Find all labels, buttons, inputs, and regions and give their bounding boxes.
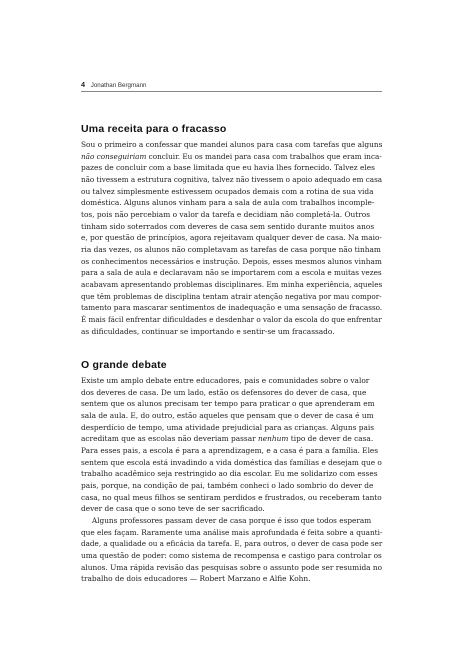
page-number: 4 [81,80,85,89]
text-line: não conseguiriam concluir. Eu os mandei para casa com trabalhos que eram inca- [81,151,382,161]
text-line: não tivessem a estrutura cognitiva, talvez não tivessem o apoio adequado em casa [81,174,383,184]
text-line: pazes de concluir com a base limitada que eu havia lhes fornecido. Talvez eles [81,163,375,173]
text-line: uma questão de poder: como sistema de recompensa e castigo para controlar os [81,550,382,560]
section-2-paragraph-1 [81,375,382,515]
text-line: sentem que os alunos precisam ter tempo para praticar o que aprenderam em [81,399,375,409]
section-heading-1: Uma receita para o fracasso [81,123,227,135]
text-line: Para esses pais, a escola é para a aprendizagem, e a casa é para a família. Eles [81,445,379,455]
text-line: ria das vezes, os alunos não completavam as tarefas de casa porque não tinham [81,244,381,254]
emphasis-text: não conseguiriam [81,151,147,161]
text-line: desperdício de tempo, uma atividade prejudicial para as crianças. Alguns pais [81,422,375,432]
text-line: trabalho de dois educadores — Robert Marzano e Alfie Kohn. [81,574,311,584]
header-rule [81,91,382,92]
text-line: dos deveres de casa. De um lado, estão os defensores do dever de casa, que [81,387,367,397]
section-2-paragraph-2 [81,515,382,585]
text-line: que têm problemas de disciplina tentam atrair atenção negativa por mau compor- [81,291,382,301]
text-line: casa, no qual meus filhos se sentiram perdidos e frustrados, ou receberam tanto [81,492,382,502]
text-line: que eles façam. Raramente uma análise mais aprofundada é feita sobre a quanti- [81,527,383,537]
emphasis-text: nenhum [258,434,289,444]
text-line: as dificuldades, continuar se importando e sentir-se um fracassado. [81,326,335,336]
section-heading-2: O grande debate [81,359,167,371]
text-line: Existe um amplo debate entre educadores, pais e comunidades sobre o valor [81,376,370,385]
text-line: dever de casa que o sono teve de ser sacrificado. [81,504,265,514]
section-1-paragraph [81,139,382,337]
text-line: tamento para mascarar sentimentos de inadequação e uma sensação de fracasso. [81,303,383,313]
text-line: tos, pois não percebiam o valor da tarefa e decidiam não completá-la. Outros [81,209,371,219]
text-line: acreditam que as escolas não deveriam passar nenhum tipo de dever de casa. [81,434,374,444]
text-line: os conhecimentos necessários e instrução. Depois, esses mesmos alunos vinham [81,256,382,266]
text-line: tinham sido soterrados com deveres de casa sem sentido durante muitos anos [81,221,375,231]
text-line: Alguns professores passam dever de casa porque é isso que todos esperam [91,516,372,525]
text-line: sentem que escola está invadindo a vida doméstica das famílias e desejam que o [81,457,382,467]
text-line: É mais fácil enfrentar dificuldades e desdenhar o valor da escola do que enfrentar [81,314,382,324]
author-name: Jonathan Bergmann [90,82,147,89]
text-line: ou talvez simplesmente estivessem ocupados demais com a rotina de sua vida [81,186,374,196]
text-line: Sou o primeiro a confessar que mandei alunos para casa com tarefas que alguns [81,140,383,149]
text-line: trabalho acadêmico seja restringido ao dia escolar. Eu me solidarizo com esses [81,469,378,479]
text-line: para a sala de aula e declaravam não se importarem com a escola e muitas vezes [81,268,382,278]
text-line: sala de aula. E, do outro, estão aqueles que pensam que o dever de casa é um [81,410,374,420]
text-line: pais, porque, na condição de pai, também conheci o lado sombrio do dever de [81,480,374,490]
text-line: acabavam apresentando problemas disciplinares. Em minha experiência, aqueles [81,279,383,289]
text-line: dade, a qualidade ou a eficácia da tarefa. E, para outros, o dever de casa pode ser [81,539,383,549]
text-line: e, por questão de princípios, agora rejeitavam qualquer dever de casa. Na maio- [81,233,382,243]
text-line: doméstica. Alguns alunos vinham para a sala de aula com trabalhos incomple- [81,198,375,208]
text-line: alunos. Uma rápida revisão das pesquisas sobre o assunto pode ser resumida no [81,562,383,572]
running-header [81,80,146,89]
